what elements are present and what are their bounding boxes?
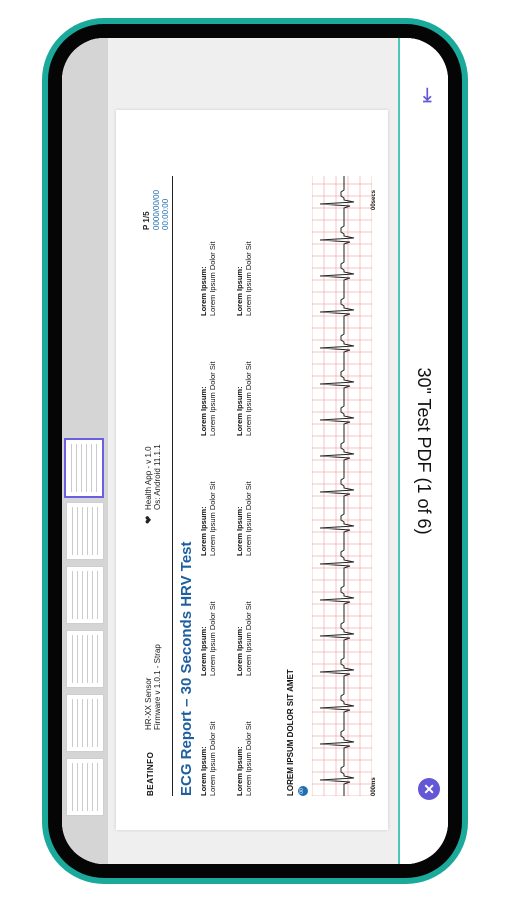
header-divider — [172, 176, 173, 796]
report-logo: BEATINFO — [146, 751, 155, 796]
sensor-name: HR-XX Sensor — [144, 677, 153, 730]
end-label: 00secs — [371, 189, 377, 210]
page-thumbnail[interactable] — [66, 630, 104, 688]
info-cell: Lorem Ipsum: Lorem Ipsum Dolor Sit — [235, 601, 253, 676]
info-cell: Lorem Ipsum: Lorem Ipsum Dolor Sit — [199, 241, 217, 316]
top-bar — [398, 38, 448, 864]
device-screen — [62, 38, 448, 864]
date-time — [152, 190, 170, 230]
sensor-info — [144, 644, 162, 730]
info-cell: Lorem Ipsum: Lorem Ipsum Dolor Sit — [235, 241, 253, 316]
close-icon[interactable]: ✕ — [418, 778, 440, 800]
heart-icon: ❤ — [144, 515, 155, 524]
app-name: Health App - v 1.0 — [144, 446, 153, 510]
thumbnail-strip — [62, 38, 108, 864]
app-info — [144, 444, 162, 524]
badge: 00 — [298, 786, 308, 796]
info-cell: Lorem Ipsum: Lorem Ipsum Dolor Sit — [199, 721, 217, 796]
share-icon[interactable]: ⇥ — [416, 86, 438, 104]
info-cell: Lorem Ipsum: Lorem Ipsum Dolor Sit — [235, 721, 253, 796]
page-thumbnail[interactable] — [66, 566, 104, 624]
rotated-viewer — [62, 38, 448, 864]
info-cell: Lorem Ipsum: Lorem Ipsum Dolor Sit — [199, 481, 217, 556]
pdf-page — [116, 110, 388, 830]
ecg-trace — [320, 176, 354, 796]
firmware: Firmware v 1.0.1 - Strap — [153, 644, 162, 730]
info-cell: Lorem Ipsum: Lorem Ipsum Dolor Sit — [235, 481, 253, 556]
info-cell: Lorem Ipsum: Lorem Ipsum Dolor Sit — [199, 601, 217, 676]
page-thumbnail[interactable] — [66, 694, 104, 752]
os-version: Os: Android 11.1.1 — [153, 444, 162, 510]
page-thumbnail[interactable] — [64, 438, 104, 498]
report-date: 0000/00/00 — [152, 189, 161, 230]
page-content — [116, 110, 388, 830]
report-heading: ECG Report – 30 Seconds HRV Test — [178, 541, 195, 796]
page-thumbnail[interactable] — [66, 502, 104, 560]
info-cell: Lorem Ipsum: Lorem Ipsum Dolor Sit — [235, 361, 253, 436]
report-time: 00:00:00 — [161, 198, 170, 230]
page-thumbnail[interactable] — [66, 758, 104, 816]
page-title: 30" Test PDF (1 of 6) — [414, 367, 434, 535]
document-viewer[interactable] — [108, 38, 398, 864]
info-cell: Lorem Ipsum: Lorem Ipsum Dolor Sit — [199, 361, 217, 436]
section-title: LOREM IPSUM DOLOR SIT AMET — [286, 669, 295, 796]
ecg-chart — [312, 176, 372, 796]
page-number: P 1/5 — [142, 211, 151, 230]
start-label: 000ms — [371, 777, 377, 796]
